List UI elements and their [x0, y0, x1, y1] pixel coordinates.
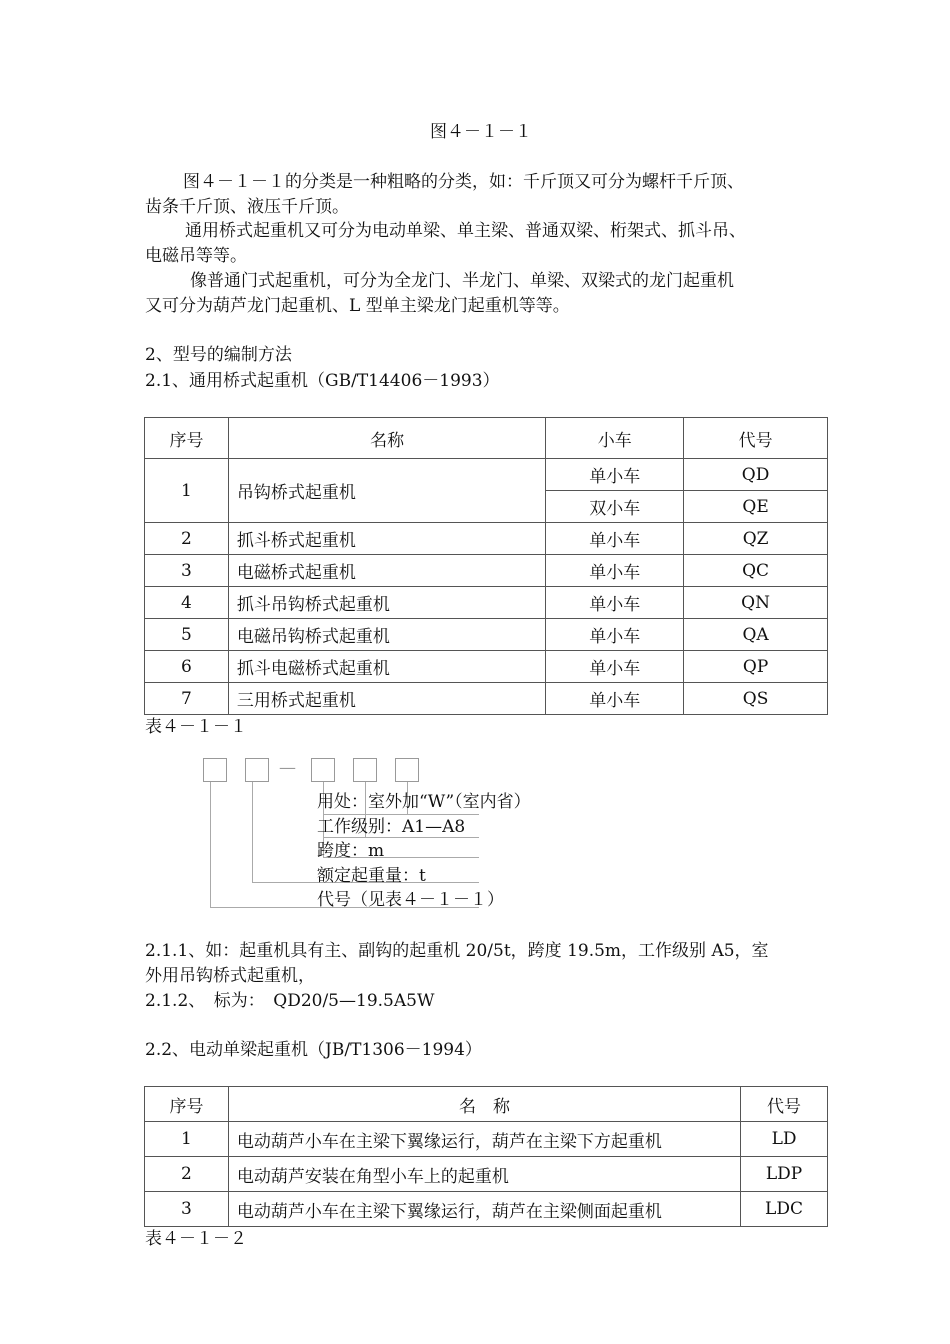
usage-label: 用处：室外加“W”（室内省）: [317, 792, 531, 812]
row-no: 7: [145, 683, 229, 715]
header-cart: 小车: [546, 418, 684, 459]
row-no: 3: [145, 1192, 229, 1227]
row-code: QN: [684, 587, 828, 619]
row-code: QZ: [684, 523, 828, 555]
table-row: [145, 683, 828, 715]
work-class-label: 工作级别：A1—A8: [317, 817, 466, 837]
rated-load-label: 额定起重量：t: [317, 866, 426, 886]
table-single-girder-crane-codes: [144, 1086, 828, 1227]
row-name: 电动葫芦安装在角型小车上的起重机: [228, 1157, 740, 1192]
table-row: [145, 651, 828, 683]
row-name: 抓斗桥式起重机: [228, 523, 545, 555]
row-code: LDP: [741, 1157, 828, 1192]
row-no: 1: [145, 459, 229, 523]
paragraph-3-line-1: 像普通门式起重机，可分为全龙门、半龙门、单梁、双梁式的龙门起重机: [190, 271, 734, 291]
row-name: 抓斗吊钩桥式起重机: [228, 587, 545, 619]
row-no: 3: [145, 555, 229, 587]
row-no: 6: [145, 651, 229, 683]
code-leader: [210, 782, 211, 907]
diagram-dash: —: [279, 758, 296, 778]
section-2-1-title: 2.1、通用桥式起重机（GB/T14406－1993）: [145, 371, 500, 391]
row-cart: 单小车: [546, 619, 684, 651]
header-name: 名 称: [228, 1087, 740, 1122]
load-leader: [252, 782, 253, 882]
paragraph-3-line-2: 又可分为葫芦龙门起重机、L 型单主梁龙门起重机等等。: [145, 296, 570, 316]
row-cart: 单小车: [546, 459, 684, 491]
span-box: [311, 758, 335, 782]
row-no: 1: [145, 1122, 229, 1157]
table-row: [145, 1122, 828, 1157]
row-cart: 单小车: [546, 555, 684, 587]
paragraph-1-line-1: 图４－１－１的分类是一种粗略的分类，如：千斤顶又可分为螺杆千斤顶、: [183, 172, 744, 192]
code-box: [203, 758, 227, 782]
row-code: QS: [684, 683, 828, 715]
row-code: QE: [684, 491, 828, 523]
table-row: [145, 523, 828, 555]
header-name: 名称: [228, 418, 545, 459]
table-row: [145, 1157, 828, 1192]
row-name: 电磁桥式起重机: [228, 555, 545, 587]
table-row: [145, 587, 828, 619]
row-name: 电磁吊钩桥式起重机: [228, 619, 545, 651]
table-header-row: [145, 1087, 828, 1122]
usage-underline: [323, 814, 479, 815]
section-2-title: 2、型号的编制方法: [145, 345, 292, 365]
table-1-caption: 表４－１－１: [145, 717, 247, 737]
header-no: 序号: [145, 418, 229, 459]
row-name: 电动葫芦小车在主梁下翼缘运行，葫芦在主梁下方起重机: [228, 1122, 740, 1157]
row-name: 抓斗电磁桥式起重机: [228, 651, 545, 683]
table-row: [145, 1192, 828, 1227]
paragraph-1-line-2: 齿条千斤顶、液压千斤顶。: [145, 197, 349, 217]
paragraph-2-line-2: 电磁吊等等。: [145, 246, 247, 266]
row-name: 吊钩桥式起重机: [228, 459, 545, 523]
header-no: 序号: [145, 1087, 229, 1122]
row-code: QD: [684, 459, 828, 491]
table-header-row: [145, 418, 828, 459]
table-bridge-crane-codes: [144, 417, 828, 715]
row-name: 电动葫芦小车在主梁下翼缘运行，葫芦在主梁侧面起重机: [228, 1192, 740, 1227]
row-no: 2: [145, 1157, 229, 1192]
table-2-caption: 表４－１－２: [145, 1229, 247, 1249]
row-code: QP: [684, 651, 828, 683]
class-box: [353, 758, 377, 782]
example-line-1: 2.1.1、如：起重机具有主、副钩的起重机 20/5t，跨度 19.5m，工作级别 A5，室: [145, 941, 769, 961]
row-no: 2: [145, 523, 229, 555]
example-marking: 2.1.2、 标为： QD20/5—19.5A5W: [145, 991, 435, 1011]
load-box: [245, 758, 269, 782]
row-code: LDC: [741, 1192, 828, 1227]
code-label: 代号（见表４－１－１）: [317, 890, 504, 910]
row-name: 三用桥式起重机: [228, 683, 545, 715]
row-no: 4: [145, 587, 229, 619]
figure-caption: 图４－１－１: [430, 122, 532, 142]
row-cart: 单小车: [546, 683, 684, 715]
header-code: 代号: [741, 1087, 828, 1122]
example-line-2: 外用吊钩桥式起重机，: [145, 966, 315, 986]
row-cart: 单小车: [546, 587, 684, 619]
table-row: [145, 459, 828, 491]
paragraph-2-line-1: 通用桥式起重机又可分为电动单梁、单主梁、普通双梁、桁架式、抓斗吊、: [185, 221, 746, 241]
header-code: 代号: [684, 418, 828, 459]
row-no: 5: [145, 619, 229, 651]
row-code: LD: [741, 1122, 828, 1157]
table-row: [145, 555, 828, 587]
row-code: QA: [684, 619, 828, 651]
row-cart: 单小车: [546, 523, 684, 555]
table-row: [145, 619, 828, 651]
span-label: 跨度：m: [317, 841, 385, 861]
row-cart: 双小车: [546, 491, 684, 523]
section-2-2-title: 2.2、电动单梁起重机（JB/T1306－1994）: [145, 1040, 482, 1060]
row-code: QC: [684, 555, 828, 587]
usage-box: [395, 758, 419, 782]
row-cart: 单小车: [546, 651, 684, 683]
